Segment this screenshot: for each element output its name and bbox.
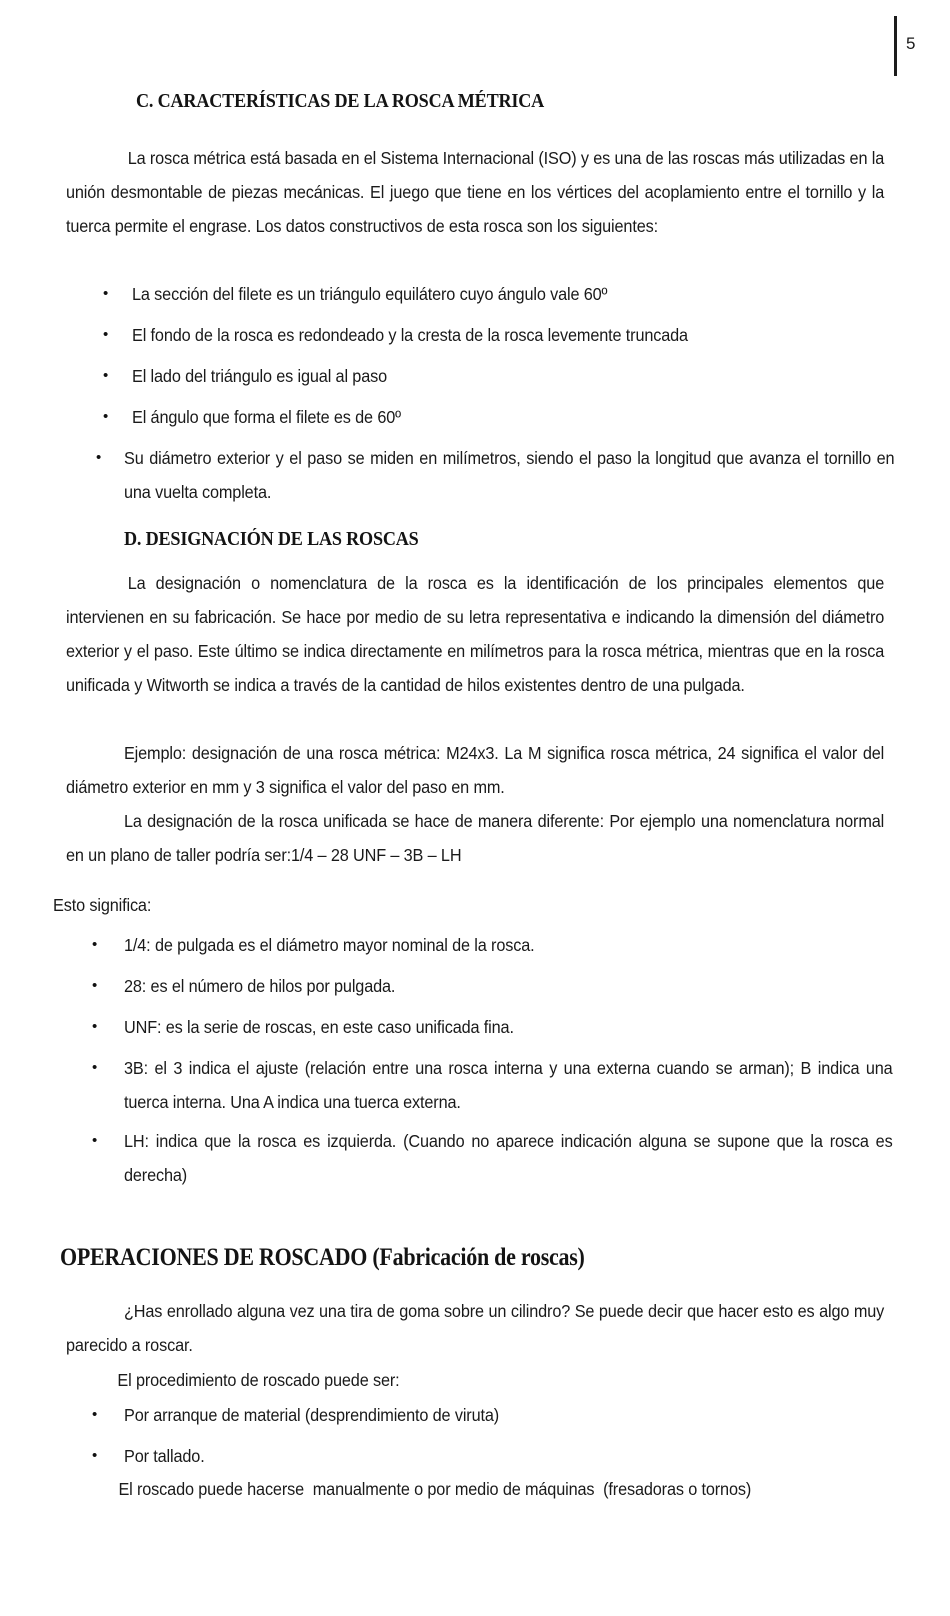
bullet-point-icon: • <box>92 1059 98 1076</box>
bullet-point-icon: • <box>92 1132 98 1149</box>
paragraph-ejemplo <box>66 736 941 804</box>
list-item-label: 1/4: de pulgada es el diámetro mayor nominal de la rosca. <box>124 935 535 955</box>
list-item <box>103 400 903 434</box>
paragraph-designacion <box>66 566 941 702</box>
bullet-point-icon: • <box>92 1406 98 1423</box>
list-item <box>103 359 903 393</box>
heading-caracteristicas <box>136 89 896 115</box>
list-item <box>96 441 926 509</box>
list-item-label: LH: indica que la rosca es izquierda. (Cuando no aparece indicación alguna se supone que la rosca es derecha) <box>124 1131 897 1185</box>
list-item <box>92 1439 902 1473</box>
header-vertical-rule <box>894 16 897 76</box>
paragraph-unificada <box>66 804 941 872</box>
bullet-point-icon: • <box>103 367 109 384</box>
paragraph-enrollado-text: ¿Has enrollado alguna vez una tira de goma sobre un cilindro? Se puede decir que hacer esto es algo muy parecido a roscar. <box>66 1301 889 1355</box>
list-item-label: 28: es el número de hilos por pulgada. <box>124 976 396 996</box>
paragraph-procedimiento-text: El procedimiento de roscado puede ser: <box>117 1370 400 1390</box>
list-item <box>92 1398 902 1432</box>
paragraph-rosca-metrica-text: La rosca métrica está basada en el Sistema Internacional (ISO) y es una de las roscas más utilizadas en la unión desmontable de piezas mecánicas. El juego que tiene en los vértices del acoplamiento entre el tornillo y la tuerca permite el engrase. Los datos constructivos de esta rosca son los siguientes: <box>66 148 889 236</box>
bullet-point-icon: • <box>92 936 98 953</box>
list-item <box>92 1124 920 1192</box>
bullet-point-icon: • <box>92 1447 98 1464</box>
heading-designacion <box>124 527 884 553</box>
list-item <box>103 277 903 311</box>
paragraph-roscado-maquinas-text: El roscado puede hacerse manualmente o por medio de máquinas (fresadoras o tornos) <box>118 1479 752 1499</box>
paragraph-designacion-text: La designación o nomenclatura de la rosca es la identificación de los principales elementos que intervienen en su fabricación. Se hace por medio de su letra representativa e indicando la dimensión del diámetro exterior y el paso. Este último se indica directamente en milímetros para la rosca métrica, mientras que en la rosca unificada y Witworth se indica a través de la cantidad de hilos existentes dentro de una pulgada. <box>66 573 889 695</box>
lead-in-esto-significa-text: Esto significa: <box>53 895 152 915</box>
paragraph-roscado-maquinas <box>53 1472 941 1506</box>
bullet-point-icon: • <box>103 326 109 343</box>
list-item <box>92 969 902 1003</box>
paragraph-enrollado <box>66 1294 941 1362</box>
list-item-label: Su diámetro exterior y el paso se miden en milímetros, siendo el paso la longitud que avanza el tornillo en una vuelta completa. <box>124 448 899 502</box>
list-item-label: El fondo de la rosca es redondeado y la cresta de la rosca levemente truncada <box>132 325 688 345</box>
list-item-label: UNF: es la serie de roscas, en este caso unificada fina. <box>124 1017 514 1037</box>
lead-in-esto-significa <box>53 888 553 922</box>
page-number: 5 <box>906 34 916 53</box>
bullet-point-icon: • <box>92 977 98 994</box>
list-item <box>92 1010 902 1044</box>
list-item-label: El ángulo que forma el filete es de 60º <box>132 407 401 427</box>
list-item-label: Por tallado. <box>124 1446 205 1466</box>
list-item-label: La sección del filete es un triángulo equilátero cuyo ángulo vale 60º <box>132 284 608 304</box>
list-item <box>92 928 902 962</box>
heading-operaciones-roscado <box>60 1242 920 1274</box>
bullet-point-icon: • <box>92 1018 98 1035</box>
paragraph-ejemplo-text: Ejemplo: designación de una rosca métrica: M24x3. La M significa rosca métrica, 24 significa el valor del diámetro exterior en mm y 3 significa el valor del paso en mm. <box>66 743 889 797</box>
bullet-point-icon: • <box>103 285 109 302</box>
bullet-point-icon: • <box>103 408 109 425</box>
bullet-point-icon: • <box>96 449 102 466</box>
list-item-label: 3B: el 3 indica el ajuste (relación entre una rosca interna y una externa cuando se arman); B indica una tuerca interna. Una A indica una tuerca externa. <box>124 1058 897 1112</box>
list-item <box>103 318 903 352</box>
paragraph-rosca-metrica <box>66 141 941 243</box>
list-item <box>92 1051 920 1119</box>
page-header <box>0 14 950 78</box>
heading-operaciones-roscado-text: OPERACIONES DE ROSCADO (Fabricación de roscas) <box>60 1244 585 1271</box>
list-item-label: El lado del triángulo es igual al paso <box>132 366 388 386</box>
paragraph-unificada-text: La designación de la rosca unificada se hace de manera diferente: Por ejemplo una nomenclatura normal en un plano de taller podría ser:1/4 – 28 UNF – 3B – LH <box>66 811 889 865</box>
paragraph-procedimiento <box>66 1363 766 1397</box>
list-item-label: Por arranque de material (desprendimiento de viruta) <box>124 1405 500 1425</box>
heading-designacion-text: D. DESIGNACIÓN DE LAS ROSCAS <box>124 529 419 550</box>
heading-caracteristicas-text: C. CARACTERÍSTICAS DE LA ROSCA MÉTRICA <box>136 91 545 112</box>
